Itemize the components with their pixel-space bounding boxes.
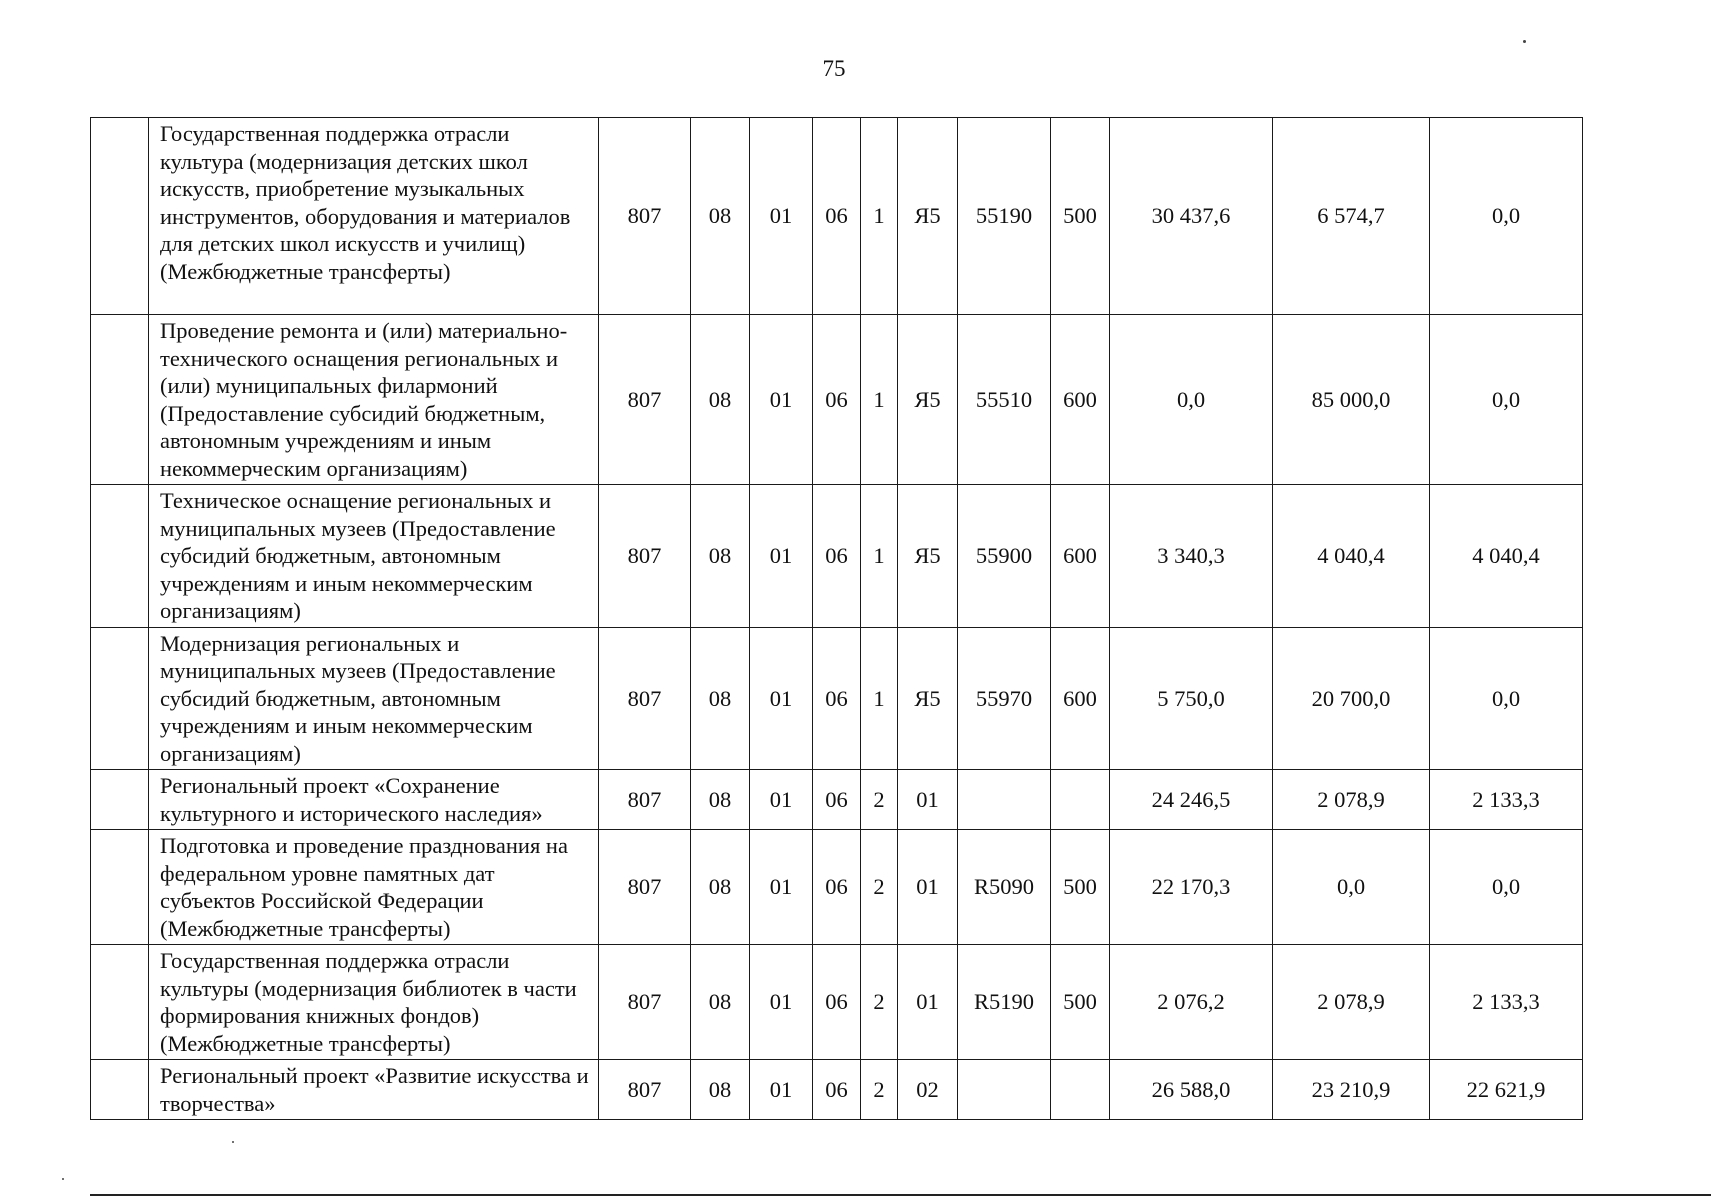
code-cell: 55190 (958, 118, 1051, 315)
code-cell: 08 (691, 1060, 750, 1120)
amount-cell: 6 574,7 (1273, 118, 1430, 315)
code-cell: 807 (599, 770, 691, 830)
code-cell: 1 (861, 315, 898, 485)
speck (62, 1178, 64, 1180)
code-cell: 2 (861, 830, 898, 945)
code-cell: 807 (599, 315, 691, 485)
amount-cell: 2 078,9 (1273, 945, 1430, 1060)
code-cell: 02 (898, 1060, 958, 1120)
row-number-cell (91, 485, 149, 628)
code-cell: 807 (599, 118, 691, 315)
code-cell: R5190 (958, 945, 1051, 1060)
code-cell: 01 (750, 945, 813, 1060)
amount-cell: 5 750,0 (1110, 627, 1273, 770)
amount-cell: 22 621,9 (1430, 1060, 1583, 1120)
amount-cell: 0,0 (1430, 627, 1583, 770)
row-number-cell (91, 315, 149, 485)
code-cell: 600 (1051, 315, 1110, 485)
code-cell: 08 (691, 830, 750, 945)
description-cell: Государственная поддержка отрасли культуры (модернизация библиотек в части формирования книжных фондов) (Межбюджетные трансферты) (149, 945, 599, 1060)
code-cell: 807 (599, 945, 691, 1060)
code-cell (1051, 770, 1110, 830)
row-number-cell (91, 118, 149, 315)
speck (232, 1141, 234, 1143)
code-cell: 500 (1051, 118, 1110, 315)
page-number: 75 (822, 56, 846, 81)
code-cell: 08 (691, 118, 750, 315)
row-number-cell (91, 627, 149, 770)
code-cell: 807 (599, 830, 691, 945)
code-cell: 55510 (958, 315, 1051, 485)
amount-cell: 0,0 (1430, 315, 1583, 485)
code-cell: 06 (813, 945, 861, 1060)
code-cell: 807 (599, 1060, 691, 1120)
code-cell: 01 (750, 1060, 813, 1120)
code-cell: 55900 (958, 485, 1051, 628)
amount-cell: 30 437,6 (1110, 118, 1273, 315)
code-cell (1051, 1060, 1110, 1120)
table-row (91, 485, 1583, 628)
code-cell: 08 (691, 315, 750, 485)
amount-cell: 2 133,3 (1430, 770, 1583, 830)
code-cell: 1 (861, 485, 898, 628)
amount-cell: 20 700,0 (1273, 627, 1430, 770)
code-cell: 01 (750, 770, 813, 830)
code-cell: 55970 (958, 627, 1051, 770)
row-number-cell (91, 770, 149, 830)
code-cell: 08 (691, 945, 750, 1060)
code-cell: 01 (898, 770, 958, 830)
amount-cell: 23 210,9 (1273, 1060, 1430, 1120)
row-number-cell (91, 945, 149, 1060)
code-cell: 08 (691, 770, 750, 830)
description-cell: Модернизация региональных и муниципальных музеев (Предоставление субсидий бюджетным, автономным учреждениям и иным некоммерческим организациям) (149, 627, 599, 770)
code-cell: Я5 (898, 118, 958, 315)
table-row (91, 118, 1583, 315)
amount-cell: 4 040,4 (1273, 485, 1430, 628)
amount-cell: 26 588,0 (1110, 1060, 1273, 1120)
code-cell: 01 (750, 118, 813, 315)
code-cell: 500 (1051, 945, 1110, 1060)
amount-cell: 24 246,5 (1110, 770, 1273, 830)
table-row (91, 770, 1583, 830)
code-cell: 2 (861, 1060, 898, 1120)
code-cell (958, 770, 1051, 830)
description-cell: Региональный проект «Развитие искусства и творчества» (149, 1060, 599, 1120)
code-cell: 08 (691, 627, 750, 770)
description-cell: Региональный проект «Сохранение культурного и исторического наследия» (149, 770, 599, 830)
code-cell: 1 (861, 118, 898, 315)
amount-cell: 4 040,4 (1430, 485, 1583, 628)
code-cell: 06 (813, 485, 861, 628)
code-cell: 807 (599, 485, 691, 628)
code-cell: 06 (813, 118, 861, 315)
code-cell: Я5 (898, 627, 958, 770)
code-cell (958, 1060, 1051, 1120)
code-cell: 01 (898, 945, 958, 1060)
table-row (91, 830, 1583, 945)
amount-cell: 2 076,2 (1110, 945, 1273, 1060)
code-cell: 01 (750, 315, 813, 485)
code-cell: 2 (861, 770, 898, 830)
amount-cell: 0,0 (1430, 830, 1583, 945)
amount-cell: 0,0 (1273, 830, 1430, 945)
code-cell: 06 (813, 830, 861, 945)
amount-cell: 2 078,9 (1273, 770, 1430, 830)
code-cell: Я5 (898, 485, 958, 628)
amount-cell: 0,0 (1430, 118, 1583, 315)
code-cell: 1 (861, 627, 898, 770)
row-number-cell (91, 1060, 149, 1120)
description-cell: Проведение ремонта и (или) материально-технического оснащения региональных и (или) муниципальных филармоний (Предоставление субсидий бюджетным, автономным учреждениям и иным некоммерческим организациям) (149, 315, 599, 485)
amount-cell: 85 000,0 (1273, 315, 1430, 485)
amount-cell: 3 340,3 (1110, 485, 1273, 628)
speck (1523, 40, 1526, 43)
code-cell: 06 (813, 1060, 861, 1120)
code-cell: 01 (898, 830, 958, 945)
table-body (91, 118, 1583, 1120)
table-row (91, 315, 1583, 485)
code-cell: Я5 (898, 315, 958, 485)
description-cell: Техническое оснащение региональных и муниципальных музеев (Предоставление субсидий бюджетным, автономным учреждениям и иным некоммерческим организациям) (149, 485, 599, 628)
code-cell: 06 (813, 627, 861, 770)
code-cell: 06 (813, 770, 861, 830)
bottom-rule (90, 1194, 1711, 1196)
description-cell: Государственная поддержка отрасли культура (модернизация детских школ искусств, приобретение музыкальных инструментов, оборудования и материалов для детских школ искусств и училищ) (Межбюджетные трансферты) (149, 118, 599, 315)
amount-cell: 0,0 (1110, 315, 1273, 485)
code-cell: 06 (813, 315, 861, 485)
code-cell: 01 (750, 485, 813, 628)
budget-table (90, 117, 1583, 1120)
table-row (91, 627, 1583, 770)
code-cell: 500 (1051, 830, 1110, 945)
description-cell: Подготовка и проведение празднования на федеральном уровне памятных дат субъектов Российской Федерации (Межбюджетные трансферты) (149, 830, 599, 945)
code-cell: 600 (1051, 485, 1110, 628)
amount-cell: 22 170,3 (1110, 830, 1273, 945)
code-cell: 08 (691, 485, 750, 628)
code-cell: 807 (599, 627, 691, 770)
code-cell: 600 (1051, 627, 1110, 770)
code-cell: R5090 (958, 830, 1051, 945)
table-row (91, 1060, 1583, 1120)
table-row (91, 945, 1583, 1060)
amount-cell: 2 133,3 (1430, 945, 1583, 1060)
row-number-cell (91, 830, 149, 945)
code-cell: 01 (750, 830, 813, 945)
code-cell: 2 (861, 945, 898, 1060)
code-cell: 01 (750, 627, 813, 770)
